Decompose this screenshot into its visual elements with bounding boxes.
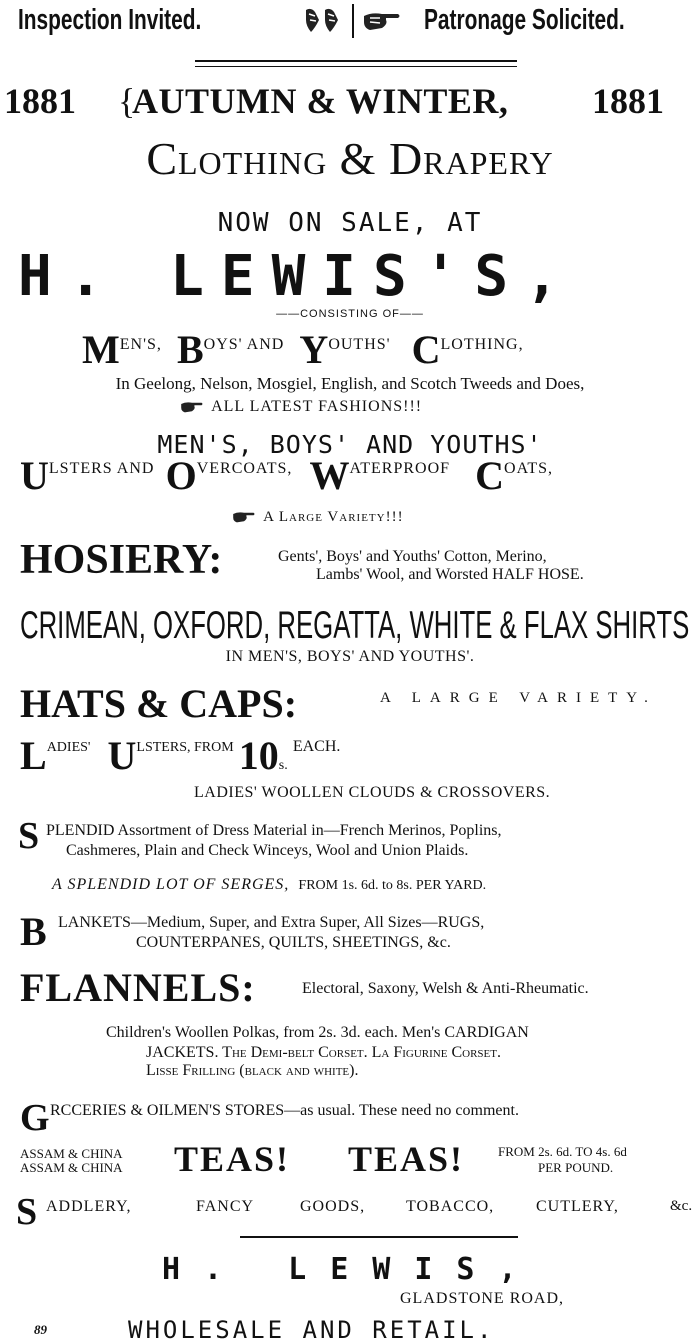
groceries-text: RCCERIES & OILMEN'S STORES—as usual. These need no comment. (50, 1102, 519, 1119)
page-number: 89 (34, 1322, 47, 1337)
footer-tagline: WHOLESALE AND RETAIL. (128, 1316, 495, 1344)
teas-left1: ASSAM & CHINA (20, 1146, 123, 1161)
hosiery-line1: Gents', Boys' and Youths' Cotton, Merino, (278, 548, 547, 565)
cap-c: C (411, 327, 441, 372)
tweeds-line: In Geelong, Nelson, Mosgiel, English, and Scotch Tweeds and Does, (115, 374, 585, 393)
cap-l: L (20, 733, 47, 778)
store-name: H. LEWIS'S, (18, 244, 576, 309)
pointing-hand-icon (230, 508, 258, 526)
txt-shilling: s. (278, 758, 288, 773)
footer-name: H. LEWIS, (162, 1252, 541, 1287)
season-year-right: 1881 (592, 81, 664, 121)
txt-aterproof: ATERPROOF (349, 460, 451, 477)
teas-price1: FROM 2s. 6d. TO 4s. 6d (498, 1144, 627, 1159)
cap-u2: U (107, 733, 137, 778)
teas-left2: ASSAM & CHINA (20, 1160, 123, 1175)
consisting-of: ——CONSISTING OF—— (276, 308, 424, 320)
season-year-left: 1881 (4, 81, 76, 121)
teas-title-2: TEAS! (348, 1139, 465, 1179)
blankets-line2: COUNTERPANES, QUILTS, SHEETINGS, &c. (136, 934, 451, 951)
fashions-line (178, 396, 422, 416)
cap-b-blankets: B (20, 909, 47, 954)
childrens-line1: Children's Woollen Polkas, from 2s. 3d. each. Men's CARDIGAN (106, 1024, 529, 1041)
bottom-rule (240, 1236, 518, 1238)
mens-clothing-line (82, 326, 524, 373)
pointing-hands-icon (303, 6, 345, 36)
ladies-ulsters-line (20, 732, 340, 779)
top-double-rule-1 (195, 60, 517, 62)
top-double-rule-2 (195, 66, 517, 67)
large-variety-line (230, 506, 404, 526)
hats-text: A LARGE VARIETY. (380, 690, 657, 706)
txt-lothing: LOTHING, (440, 336, 524, 353)
hosiery-line2: Lambs' Wool, and Worsted HALF HOSE. (316, 566, 584, 583)
cap-y: Y (299, 327, 329, 372)
txt-vercoats: VERCOATS, (196, 460, 293, 477)
flannels-title: FLANNELS: (20, 965, 256, 1010)
txt-each: EACH. (292, 738, 341, 755)
cap-b: B (176, 327, 204, 372)
fashions-text: ALL LATEST FASHIONS!!! (211, 398, 423, 415)
flannels-text: Electoral, Saxony, Welsh & Anti-Rheumatic. (302, 980, 589, 997)
txt-ouths: OUTHS' (328, 336, 391, 353)
blankets-line1: LANKETS—Medium, Super, and Extra Super, All Sizes—RUGS, (58, 914, 485, 931)
txt-ens: EN'S, (119, 336, 162, 353)
footer-address: GLADSTONE ROAD, (400, 1290, 565, 1307)
season-title: AUTUMN & WINTER, (132, 81, 509, 121)
now-on-sale: NOW ON SALE, AT (217, 208, 483, 238)
header-right: Patronage Solicited. (424, 4, 625, 36)
splendid-line2: Cashmeres, Plain and Check Winceys, Wool and Union Plaids. (66, 842, 469, 859)
cap-s-saddlery: S (16, 1191, 38, 1233)
clouds-line: LADIES' WOOLLEN CLOUDS & CROSSOVERS. (194, 784, 551, 801)
shirts-title: CRIMEAN, OXFORD, REGATTA, WHITE & FLAX SHIRTS (20, 604, 690, 647)
txt-oys: OYS' AND (203, 336, 285, 353)
cap-o: O (165, 453, 197, 498)
headline: Clothing & Drapery (146, 133, 554, 184)
teas-title-1: TEAS! (174, 1139, 291, 1179)
header-left: Inspection Invited. (18, 4, 202, 36)
txt-lsters2: LSTERS, FROM (136, 740, 234, 755)
cap-u: U (20, 453, 49, 498)
shirts-sub: IN MEN'S, BOYS' AND YOUTHS'. (225, 648, 475, 665)
txt-cutlery: CUTLERY, (536, 1198, 619, 1215)
saddlery-line (16, 1190, 700, 1234)
childrens-line3: Lisse Frilling (black and white). (146, 1062, 359, 1079)
txt-oats: OATS, (504, 460, 554, 477)
txt-tobacco: TOBACCO, (406, 1198, 495, 1215)
hosiery-title: HOSIERY: (20, 537, 223, 583)
cap-m: M (82, 327, 120, 372)
teas-price2: PER POUND. (538, 1160, 614, 1175)
txt-lsters: LSTERS AND (48, 460, 155, 477)
cap-g-groceries: G (20, 1097, 50, 1139)
header-divider (352, 4, 354, 38)
txt-addlery: ADDLERY, (46, 1198, 132, 1215)
cap-c2: C (475, 453, 505, 498)
splendid-line1: PLENDID Assortment of Dress Material in—French Merinos, Poplins, (46, 822, 502, 839)
hats-title: HATS & CAPS: (20, 681, 298, 726)
serges-line (52, 874, 486, 894)
txt-etc: &c. (670, 1198, 693, 1214)
ulsters-line (20, 452, 700, 499)
childrens-line2: JACKETS. The Demi-belt Corset. La Figurine Corset. (146, 1044, 501, 1061)
txt-fancy: FANCY (196, 1198, 255, 1215)
cap-w: W (309, 453, 350, 498)
pointing-hand-icon (362, 6, 402, 36)
serges-price: FROM 1s. 6d. to 8s. PER YARD. (298, 878, 487, 893)
serges-italic: A SPLENDID LOT OF SERGES, (52, 876, 290, 893)
ulsters-heading: MEN'S, BOYS' AND YOUTHS' (157, 430, 543, 459)
large-variety-text: A Large Variety!!! (263, 509, 404, 525)
txt-adies: ADIES' (46, 740, 91, 755)
price-ten: 10 (238, 733, 279, 778)
cap-s-splendid: S (18, 815, 40, 857)
txt-goods: GOODS, (300, 1198, 366, 1215)
season-brace: { (118, 81, 136, 121)
pointing-hand-icon (178, 398, 206, 416)
